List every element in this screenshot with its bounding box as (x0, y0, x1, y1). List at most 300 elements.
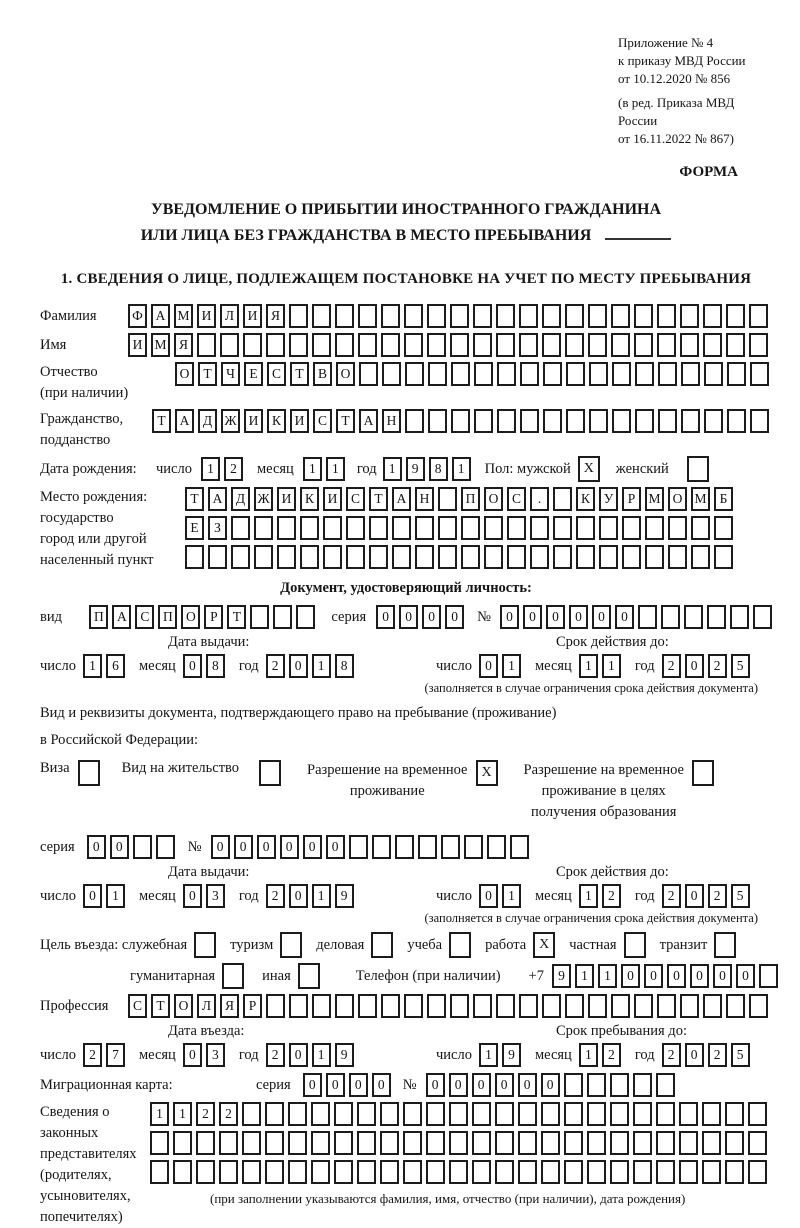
header-line: от 10.12.2020 № 856 (618, 71, 731, 86)
char-cell (656, 1102, 675, 1126)
char-cell: 0 (372, 1073, 391, 1097)
char-cell: А (175, 409, 194, 433)
residence-doc-dates (40, 864, 772, 908)
char-cell: Я (174, 333, 193, 357)
char-cell (372, 835, 391, 859)
char-cell: А (208, 487, 227, 511)
char-cell (507, 516, 526, 540)
month-label: месяц (138, 657, 176, 674)
char-cell: Т (198, 362, 217, 386)
char-cell: О (336, 362, 355, 386)
char-cell (622, 516, 641, 540)
char-cell (748, 1102, 767, 1126)
char-cell: 9 (502, 1043, 521, 1067)
representatives-block (40, 1102, 772, 1228)
char-cell: 9 (335, 884, 354, 908)
char-cell: 1 (303, 457, 322, 481)
gender-male-label: Пол: мужской (484, 460, 571, 477)
citizenship-row (40, 409, 772, 451)
char-cell (684, 605, 703, 629)
char-cell: Е (185, 516, 204, 540)
char-cell: Д (198, 409, 217, 433)
char-cell (219, 1131, 238, 1155)
purpose-private-label: частная (569, 936, 617, 953)
char-cell (380, 1102, 399, 1126)
char-cell (473, 333, 492, 357)
year-label: год (238, 657, 259, 674)
char-cell (450, 994, 469, 1018)
char-cell (759, 964, 778, 988)
char-cell (487, 835, 506, 859)
char-cell (610, 1102, 629, 1126)
char-cell: У (599, 487, 618, 511)
form-body (40, 304, 772, 1228)
doc-number-label: № (477, 608, 491, 625)
char-cell (335, 304, 354, 328)
char-cell (542, 304, 561, 328)
char-cell: 1 (106, 884, 125, 908)
char-cell: 8 (429, 457, 448, 481)
migration-number-cells (426, 1073, 675, 1097)
char-cell (610, 1160, 629, 1184)
doc-issue-month-cells (183, 654, 225, 678)
day-label: число (40, 657, 76, 674)
char-cell: П (89, 605, 108, 629)
char-cell: 0 (280, 835, 299, 859)
char-cell (495, 1160, 514, 1184)
char-cell: О (181, 605, 200, 629)
char-cell (518, 1131, 537, 1155)
char-cell (661, 605, 680, 629)
char-cell: 2 (602, 1043, 621, 1067)
char-cell (404, 333, 423, 357)
char-cell (725, 1160, 744, 1184)
char-cell: М (645, 487, 664, 511)
char-cell: А (151, 304, 170, 328)
char-cell: 2 (708, 1043, 727, 1067)
char-cell: 0 (289, 884, 308, 908)
char-cell (566, 362, 585, 386)
purpose-other-label: иная (262, 967, 291, 984)
char-cell: З (208, 516, 227, 540)
birth-year-cells (383, 457, 471, 481)
char-cell (473, 994, 492, 1018)
char-cell (495, 1102, 514, 1126)
char-cell (496, 994, 515, 1018)
char-cell (426, 1160, 445, 1184)
regulation-header (618, 34, 772, 148)
char-cell: 0 (500, 605, 519, 629)
visa-label: Виза (40, 760, 70, 776)
char-cell (288, 1102, 307, 1126)
char-cell: Е (244, 362, 263, 386)
char-cell (589, 362, 608, 386)
char-cell (541, 1160, 560, 1184)
char-cell (438, 516, 457, 540)
char-cell (349, 835, 368, 859)
char-cell (703, 994, 722, 1018)
char-cell (530, 545, 549, 569)
char-cell: 0 (685, 1043, 704, 1067)
char-cell (357, 1102, 376, 1126)
migration-series-label: серия (256, 1076, 291, 1093)
char-cell (323, 516, 342, 540)
purpose-official-label: Цель въезда: служебная (40, 936, 188, 953)
char-cell: 0 (690, 964, 709, 988)
patronymic-cells (175, 362, 769, 386)
char-cell (610, 1131, 629, 1155)
char-cell (461, 516, 480, 540)
birth-place-block (40, 487, 772, 574)
char-cell (473, 304, 492, 328)
char-cell: 1 (312, 1043, 331, 1067)
surname-row (40, 304, 772, 328)
char-cell (231, 516, 250, 540)
char-cell (657, 304, 676, 328)
permit-expiry-note: (заполняется в случае ограничения срока действия документа) (424, 911, 758, 925)
purpose-transit-checkbox (714, 932, 736, 958)
char-cell (334, 1160, 353, 1184)
char-cell: М (151, 333, 170, 357)
char-cell (474, 409, 493, 433)
char-cell: 1 (312, 654, 331, 678)
char-cell (358, 304, 377, 328)
char-cell: 0 (479, 884, 498, 908)
stay-month-cells (579, 1043, 621, 1067)
stay-until-heading: Срок пребывания до: (556, 1023, 687, 1039)
char-cell (519, 994, 538, 1018)
purpose-work-label: работа (485, 936, 527, 953)
char-cell (243, 333, 262, 357)
permit-issue-date-row (40, 884, 436, 908)
char-cell (358, 994, 377, 1018)
residence-doc-intro-1: Вид и реквизиты документа, подтверждающего право на пребывание (проживание) (40, 705, 557, 721)
char-cell (196, 1131, 215, 1155)
representatives-label: Сведения о законных представителях (родителях, усыновителях, попечителях) (40, 1104, 137, 1225)
birth-day-cells (201, 457, 243, 481)
char-cell: Н (415, 487, 434, 511)
char-cell: 0 (349, 1073, 368, 1097)
char-cell: 0 (303, 1073, 322, 1097)
char-cell (250, 605, 269, 629)
char-cell (266, 333, 285, 357)
char-cell: 0 (87, 835, 106, 859)
char-cell (679, 1102, 698, 1126)
char-cell: 0 (449, 1073, 468, 1097)
char-cell: 2 (708, 654, 727, 678)
permit-series-label: серия (40, 838, 75, 855)
header-line: Приложение № 4 (618, 35, 714, 50)
char-cell (449, 1102, 468, 1126)
char-cell: 0 (234, 835, 253, 859)
char-cell (750, 362, 769, 386)
doc-expiry-note: (заполняется в случае ограничения срока действия документа) (424, 681, 758, 695)
char-cell (553, 516, 572, 540)
char-cell (404, 994, 423, 1018)
gender-male-checkbox: X (578, 456, 600, 482)
month-label: месяц (138, 1046, 176, 1063)
year-label: год (238, 1046, 259, 1063)
char-cell (449, 1131, 468, 1155)
char-cell (634, 304, 653, 328)
purpose-humanitarian-label: гуманитарная (130, 967, 216, 984)
char-cell (266, 994, 285, 1018)
identity-doc-row (40, 605, 772, 629)
char-cell: 2 (266, 654, 285, 678)
title-line-1: УВЕДОМЛЕНИЕ О ПРИБЫТИИ ИНОСТРАННОГО ГРАЖДАНИНА (150, 201, 662, 218)
char-cell (404, 304, 423, 328)
residence-doc-intro-2: в Российской Федерации: (40, 732, 199, 748)
char-cell (519, 333, 538, 357)
char-cell (428, 362, 447, 386)
visa-checkbox (78, 760, 100, 786)
char-cell (254, 545, 273, 569)
char-cell (726, 994, 745, 1018)
char-cell (542, 333, 561, 357)
char-cell (311, 1131, 330, 1155)
char-cell: Л (197, 994, 216, 1018)
day-label: число (436, 657, 472, 674)
purpose-study-label: учеба (407, 936, 443, 953)
char-cell: 2 (219, 1102, 238, 1126)
char-cell: И (128, 333, 147, 357)
stay-year-cells (662, 1043, 750, 1067)
char-cell (484, 516, 503, 540)
char-cell (725, 1102, 744, 1126)
year-label: год (634, 887, 655, 904)
title-blank-underline (605, 225, 671, 240)
doc-expiry-heading: Срок действия до: (556, 634, 669, 650)
char-cell: 0 (644, 964, 663, 988)
char-cell (576, 545, 595, 569)
char-cell (289, 994, 308, 1018)
permit-number-cells (211, 835, 529, 859)
char-cell (635, 409, 654, 433)
char-cell (726, 304, 745, 328)
char-cell: 0 (479, 654, 498, 678)
char-cell (753, 605, 772, 629)
entry-stay-dates (40, 1023, 772, 1067)
char-cell (587, 1073, 606, 1097)
char-cell: 0 (183, 654, 202, 678)
char-cell (346, 545, 365, 569)
doc-issue-heading: Дата выдачи: (168, 634, 250, 650)
visit-purpose-row-2 (40, 963, 772, 989)
edu-permit-checkbox (692, 760, 714, 786)
migration-series-cells (303, 1073, 391, 1097)
representatives-note: (при заполнении указываются фамилия, имя, отчество (при наличии), дата рождения) (210, 1191, 686, 1206)
char-cell (403, 1131, 422, 1155)
given-name-cells (128, 333, 768, 357)
migration-card-row (40, 1073, 772, 1097)
char-cell: 9 (406, 457, 425, 481)
gender-female-checkbox (687, 456, 709, 482)
char-cell: 0 (303, 835, 322, 859)
char-cell: 1 (575, 964, 594, 988)
forma-label: ФОРМА (679, 164, 738, 180)
doc-type-label: вид (40, 608, 62, 625)
entry-month-cells (183, 1043, 225, 1067)
day-label: число (156, 460, 192, 477)
char-cell (300, 545, 319, 569)
char-cell: И (197, 304, 216, 328)
char-cell (588, 333, 607, 357)
char-cell: 8 (206, 654, 225, 678)
char-cell (334, 1102, 353, 1126)
char-cell: 1 (579, 654, 598, 678)
char-cell (289, 333, 308, 357)
char-cell (405, 409, 424, 433)
char-cell (680, 333, 699, 357)
char-cell: 0 (621, 964, 640, 988)
char-cell (520, 362, 539, 386)
char-cell (587, 1102, 606, 1126)
char-cell (748, 1131, 767, 1155)
char-cell (277, 545, 296, 569)
edu-permit-label: Разрешение на временное проживание в целях получения образования (523, 762, 684, 820)
doc-expiry-month-cells (579, 654, 621, 678)
char-cell (714, 516, 733, 540)
char-cell (565, 994, 584, 1018)
char-cell (415, 516, 434, 540)
char-cell: 1 (383, 457, 402, 481)
char-cell (381, 994, 400, 1018)
stay-until-date-row (436, 1043, 772, 1067)
char-cell (242, 1160, 261, 1184)
char-cell: 0 (399, 605, 418, 629)
month-label: месяц (256, 460, 294, 477)
month-label: месяц (534, 657, 572, 674)
char-cell: С (267, 362, 286, 386)
char-cell: 3 (206, 884, 225, 908)
char-cell (727, 362, 746, 386)
char-cell (703, 333, 722, 357)
header-line: к приказу МВД России (618, 53, 746, 68)
char-cell (726, 333, 745, 357)
purpose-study-checkbox (449, 932, 471, 958)
char-cell: 7 (106, 1043, 125, 1067)
char-cell (566, 409, 585, 433)
char-cell (599, 516, 618, 540)
char-cell: 0 (445, 605, 464, 629)
char-cell: 0 (326, 1073, 345, 1097)
month-label: месяц (138, 887, 176, 904)
char-cell (472, 1131, 491, 1155)
char-cell (312, 994, 331, 1018)
char-cell: 2 (196, 1102, 215, 1126)
representatives-row-2 (150, 1131, 767, 1155)
char-cell (357, 1160, 376, 1184)
char-cell (704, 409, 723, 433)
char-cell (380, 1131, 399, 1155)
char-cell: 1 (452, 457, 471, 481)
char-cell (392, 516, 411, 540)
representatives-row-1 (150, 1102, 767, 1126)
char-cell (427, 304, 446, 328)
char-cell: 0 (667, 964, 686, 988)
char-cell (300, 516, 319, 540)
char-cell (265, 1102, 284, 1126)
char-cell (588, 304, 607, 328)
char-cell: 0 (257, 835, 276, 859)
year-label: год (356, 460, 377, 477)
char-cell (405, 362, 424, 386)
char-cell (518, 1160, 537, 1184)
year-label: год (634, 657, 655, 674)
char-cell: 6 (106, 654, 125, 678)
char-cell: 0 (546, 605, 565, 629)
char-cell: М (691, 487, 710, 511)
char-cell: К (576, 487, 595, 511)
char-cell: И (277, 487, 296, 511)
char-cell (150, 1131, 169, 1155)
char-cell: 5 (731, 1043, 750, 1067)
char-cell (656, 1073, 675, 1097)
char-cell (197, 333, 216, 357)
char-cell: 0 (592, 605, 611, 629)
char-cell: Ф (128, 304, 147, 328)
char-cell (565, 304, 584, 328)
char-cell: О (174, 994, 193, 1018)
permit-expiry-day-cells (479, 884, 521, 908)
char-cell (461, 545, 480, 569)
char-cell (296, 605, 315, 629)
birth-place-cells (185, 487, 733, 574)
identity-doc-heading: Документ, удостоверяющий личность: (280, 580, 532, 596)
char-cell (335, 333, 354, 357)
char-cell: Т (290, 362, 309, 386)
day-label: число (40, 887, 76, 904)
char-cell (133, 835, 152, 859)
char-cell (381, 304, 400, 328)
char-cell: И (323, 487, 342, 511)
char-cell: С (313, 409, 332, 433)
birth-date-row (40, 456, 772, 482)
char-cell: О (175, 362, 194, 386)
year-label: год (634, 1046, 655, 1063)
char-cell (507, 545, 526, 569)
char-cell: 2 (708, 884, 727, 908)
char-cell: 3 (206, 1043, 225, 1067)
char-cell (464, 835, 483, 859)
char-cell (576, 516, 595, 540)
char-cell (220, 333, 239, 357)
char-cell (496, 333, 515, 357)
char-cell: П (461, 487, 480, 511)
char-cell (381, 333, 400, 357)
char-cell (369, 516, 388, 540)
month-label: месяц (534, 1046, 572, 1063)
char-cell: Т (227, 605, 246, 629)
char-cell: 2 (662, 654, 681, 678)
char-cell (150, 1160, 169, 1184)
char-cell (369, 545, 388, 569)
char-cell: 0 (615, 605, 634, 629)
char-cell (450, 304, 469, 328)
char-cell (438, 545, 457, 569)
char-cell: 0 (685, 654, 704, 678)
char-cell (633, 1131, 652, 1155)
char-cell: Д (231, 487, 250, 511)
char-cell: Р (622, 487, 641, 511)
char-cell: Т (151, 994, 170, 1018)
entry-date-heading: Дата въезда: (168, 1023, 245, 1039)
char-cell: 0 (523, 605, 542, 629)
char-cell (611, 994, 630, 1018)
char-cell: Т (369, 487, 388, 511)
char-cell (691, 545, 710, 569)
migration-card-label: Миграционная карта: (40, 1076, 173, 1093)
